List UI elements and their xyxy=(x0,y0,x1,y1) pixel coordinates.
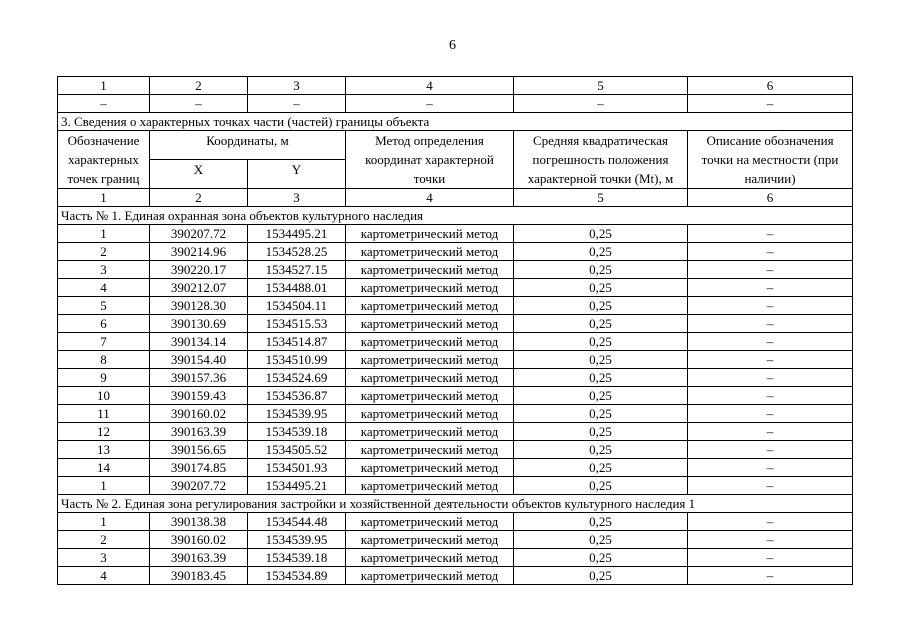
x-coordinate-cell: 390214.96 xyxy=(150,243,248,261)
top-number-cell: 5 xyxy=(514,77,688,95)
method-cell: картометрический метод xyxy=(346,297,514,315)
table-row xyxy=(58,243,853,261)
point-number-cell: 13 xyxy=(58,441,150,459)
y-coordinate-cell: 1534539.18 xyxy=(248,423,346,441)
table-row xyxy=(58,387,853,405)
part-title: Часть № 1. Единая охранная зона объектов культурного наследия xyxy=(58,207,853,225)
point-number-cell: 12 xyxy=(58,423,150,441)
table-row xyxy=(58,279,853,297)
x-coordinate-cell: 390156.65 xyxy=(150,441,248,459)
boundary-points-table xyxy=(57,76,853,585)
method-cell: картометрический метод xyxy=(346,567,514,585)
y-coordinate-cell: 1534539.18 xyxy=(248,549,346,567)
table-row xyxy=(58,459,853,477)
x-coordinate-cell: 390212.07 xyxy=(150,279,248,297)
x-coordinate-cell: 390183.45 xyxy=(150,567,248,585)
point-number-cell: 1 xyxy=(58,225,150,243)
x-coordinate-cell: 390163.39 xyxy=(150,423,248,441)
point-number-cell: 14 xyxy=(58,459,150,477)
method-cell: картометрический метод xyxy=(346,549,514,567)
error-cell: 0,25 xyxy=(514,261,688,279)
point-number-cell: 6 xyxy=(58,315,150,333)
table-row xyxy=(58,423,853,441)
error-cell: 0,25 xyxy=(514,315,688,333)
description-cell: – xyxy=(688,333,853,351)
description-cell: – xyxy=(688,423,853,441)
header-coordinates: Координаты, м xyxy=(150,131,346,160)
part-title-row xyxy=(58,207,853,225)
dash-cell: – xyxy=(248,95,346,113)
x-coordinate-cell: 390207.72 xyxy=(150,477,248,495)
x-coordinate-cell: 390154.40 xyxy=(150,351,248,369)
error-cell: 0,25 xyxy=(514,531,688,549)
y-coordinate-cell: 1534524.69 xyxy=(248,369,346,387)
description-cell: – xyxy=(688,315,853,333)
error-cell: 0,25 xyxy=(514,423,688,441)
description-cell: – xyxy=(688,549,853,567)
description-cell: – xyxy=(688,351,853,369)
header-row-1 xyxy=(58,131,853,160)
y-coordinate-cell: 1534501.93 xyxy=(248,459,346,477)
method-cell: картометрический метод xyxy=(346,369,514,387)
y-coordinate-cell: 1534504.11 xyxy=(248,297,346,315)
table-row xyxy=(58,297,853,315)
x-coordinate-cell: 390128.30 xyxy=(150,297,248,315)
point-number-cell: 1 xyxy=(58,477,150,495)
error-cell: 0,25 xyxy=(514,387,688,405)
header-description: Описание обозначения точки на местности (при наличии) xyxy=(688,131,853,189)
table-row xyxy=(58,531,853,549)
table-row xyxy=(58,261,853,279)
top-dash-row xyxy=(58,95,853,113)
x-coordinate-cell: 390157.36 xyxy=(150,369,248,387)
description-cell: – xyxy=(688,279,853,297)
method-cell: картометрический метод xyxy=(346,279,514,297)
header-x: X xyxy=(150,160,248,189)
table-row xyxy=(58,351,853,369)
description-cell: – xyxy=(688,297,853,315)
y-coordinate-cell: 1534495.21 xyxy=(248,225,346,243)
top-number-cell: 3 xyxy=(248,77,346,95)
description-cell: – xyxy=(688,369,853,387)
y-coordinate-cell: 1534528.25 xyxy=(248,243,346,261)
table-row xyxy=(58,477,853,495)
column-number-cell: 6 xyxy=(688,189,853,207)
table-row xyxy=(58,315,853,333)
y-coordinate-cell: 1534514.87 xyxy=(248,333,346,351)
top-number-row xyxy=(58,77,853,95)
x-coordinate-cell: 390138.38 xyxy=(150,513,248,531)
table-row xyxy=(58,567,853,585)
header-y: Y xyxy=(248,160,346,189)
error-cell: 0,25 xyxy=(514,243,688,261)
error-cell: 0,25 xyxy=(514,369,688,387)
dash-cell: – xyxy=(346,95,514,113)
method-cell: картометрический метод xyxy=(346,531,514,549)
dash-cell: – xyxy=(688,95,853,113)
header-point-designation: Обозначение характерных точек границ xyxy=(58,131,150,189)
error-cell: 0,25 xyxy=(514,297,688,315)
x-coordinate-cell: 390163.39 xyxy=(150,549,248,567)
description-cell: – xyxy=(688,405,853,423)
error-cell: 0,25 xyxy=(514,225,688,243)
dash-cell: – xyxy=(150,95,248,113)
description-cell: – xyxy=(688,477,853,495)
error-cell: 0,25 xyxy=(514,567,688,585)
point-number-cell: 1 xyxy=(58,513,150,531)
column-number-row xyxy=(58,189,853,207)
error-cell: 0,25 xyxy=(514,477,688,495)
y-coordinate-cell: 1534527.15 xyxy=(248,261,346,279)
column-number-cell: 2 xyxy=(150,189,248,207)
column-number-cell: 4 xyxy=(346,189,514,207)
point-number-cell: 11 xyxy=(58,405,150,423)
error-cell: 0,25 xyxy=(514,459,688,477)
y-coordinate-cell: 1534495.21 xyxy=(248,477,346,495)
table-row xyxy=(58,333,853,351)
method-cell: картометрический метод xyxy=(346,387,514,405)
point-number-cell: 5 xyxy=(58,297,150,315)
column-number-cell: 5 xyxy=(514,189,688,207)
column-number-cell: 1 xyxy=(58,189,150,207)
description-cell: – xyxy=(688,441,853,459)
y-coordinate-cell: 1534505.52 xyxy=(248,441,346,459)
description-cell: – xyxy=(688,387,853,405)
x-coordinate-cell: 390134.14 xyxy=(150,333,248,351)
section-title: 3. Сведения о характерных точках части (частей) границы объекта xyxy=(58,113,853,131)
method-cell: картометрический метод xyxy=(346,423,514,441)
part-title-row xyxy=(58,495,853,513)
y-coordinate-cell: 1534536.87 xyxy=(248,387,346,405)
y-coordinate-cell: 1534539.95 xyxy=(248,405,346,423)
dash-cell: – xyxy=(58,95,150,113)
description-cell: – xyxy=(688,513,853,531)
error-cell: 0,25 xyxy=(514,351,688,369)
x-coordinate-cell: 390130.69 xyxy=(150,315,248,333)
error-cell: 0,25 xyxy=(514,333,688,351)
y-coordinate-cell: 1534544.48 xyxy=(248,513,346,531)
point-number-cell: 10 xyxy=(58,387,150,405)
method-cell: картометрический метод xyxy=(346,261,514,279)
point-number-cell: 8 xyxy=(58,351,150,369)
point-number-cell: 9 xyxy=(58,369,150,387)
x-coordinate-cell: 390160.02 xyxy=(150,531,248,549)
x-coordinate-cell: 390159.43 xyxy=(150,387,248,405)
header-method: Метод определения координат характерной точки xyxy=(346,131,514,189)
table-row xyxy=(58,369,853,387)
y-coordinate-cell: 1534510.99 xyxy=(248,351,346,369)
point-number-cell: 4 xyxy=(58,279,150,297)
y-coordinate-cell: 1534539.95 xyxy=(248,531,346,549)
table-row xyxy=(58,513,853,531)
x-coordinate-cell: 390207.72 xyxy=(150,225,248,243)
description-cell: – xyxy=(688,243,853,261)
point-number-cell: 7 xyxy=(58,333,150,351)
dash-cell: – xyxy=(514,95,688,113)
error-cell: 0,25 xyxy=(514,513,688,531)
header-error: Средняя квадратическая погрешность положения характерной точки (Mt), м xyxy=(514,131,688,189)
method-cell: картометрический метод xyxy=(346,243,514,261)
method-cell: картометрический метод xyxy=(346,225,514,243)
point-number-cell: 2 xyxy=(58,243,150,261)
page-number: 6 xyxy=(449,38,456,53)
method-cell: картометрический метод xyxy=(346,441,514,459)
table-row xyxy=(58,549,853,567)
x-coordinate-cell: 390220.17 xyxy=(150,261,248,279)
y-coordinate-cell: 1534534.89 xyxy=(248,567,346,585)
top-number-cell: 6 xyxy=(688,77,853,95)
x-coordinate-cell: 390160.02 xyxy=(150,405,248,423)
point-number-cell: 3 xyxy=(58,549,150,567)
section-title-row xyxy=(58,113,853,131)
method-cell: картометрический метод xyxy=(346,477,514,495)
table-row xyxy=(58,441,853,459)
method-cell: картометрический метод xyxy=(346,333,514,351)
y-coordinate-cell: 1534488.01 xyxy=(248,279,346,297)
top-number-cell: 1 xyxy=(58,77,150,95)
point-number-cell: 2 xyxy=(58,531,150,549)
method-cell: картометрический метод xyxy=(346,513,514,531)
error-cell: 0,25 xyxy=(514,441,688,459)
column-number-cell: 3 xyxy=(248,189,346,207)
x-coordinate-cell: 390174.85 xyxy=(150,459,248,477)
part-title: Часть № 2. Единая зона регулирования застройки и хозяйственной деятельности объектов культурного наследия 1 xyxy=(58,495,853,513)
method-cell: картометрический метод xyxy=(346,315,514,333)
point-number-cell: 4 xyxy=(58,567,150,585)
top-number-cell: 4 xyxy=(346,77,514,95)
description-cell: – xyxy=(688,567,853,585)
method-cell: картометрический метод xyxy=(346,459,514,477)
error-cell: 0,25 xyxy=(514,549,688,567)
description-cell: – xyxy=(688,459,853,477)
y-coordinate-cell: 1534515.53 xyxy=(248,315,346,333)
method-cell: картометрический метод xyxy=(346,351,514,369)
error-cell: 0,25 xyxy=(514,279,688,297)
error-cell: 0,25 xyxy=(514,405,688,423)
description-cell: – xyxy=(688,261,853,279)
point-number-cell: 3 xyxy=(58,261,150,279)
table-row xyxy=(58,405,853,423)
top-number-cell: 2 xyxy=(150,77,248,95)
description-cell: – xyxy=(688,531,853,549)
method-cell: картометрический метод xyxy=(346,405,514,423)
description-cell: – xyxy=(688,225,853,243)
table-row xyxy=(58,225,853,243)
